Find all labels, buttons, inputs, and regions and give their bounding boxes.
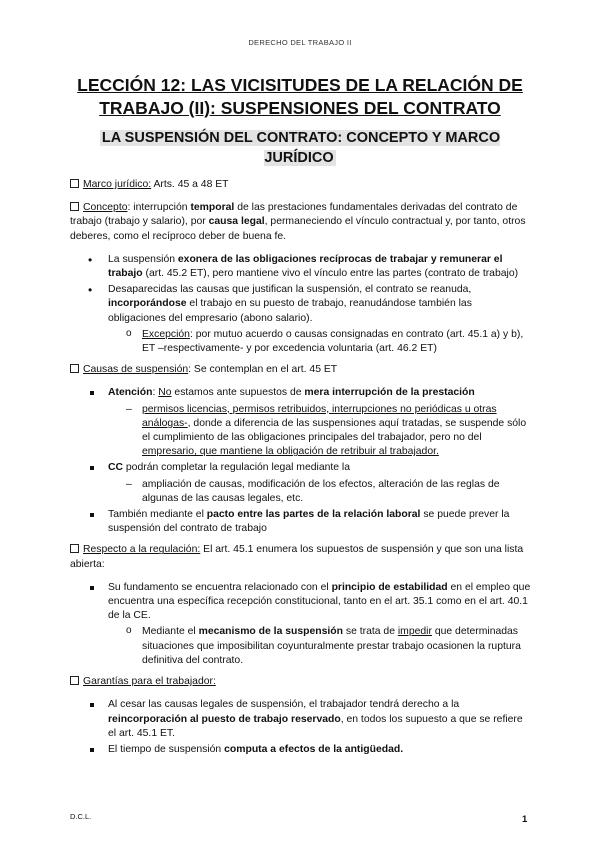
marco-paragraph: Marco jurídico: Arts. 45 a 48 ET bbox=[70, 178, 532, 192]
regulacion-list bbox=[70, 581, 532, 668]
list-item: o Mediante el mecanismo de la suspensión se trata de impedir que determinadas situaciones que imposibilitan coyunturalmente prestar trabajo ocasionen la ruptura definitiva del contrato. bbox=[126, 625, 532, 668]
garantias-paragraph: Garantías para el trabajador: bbox=[70, 675, 532, 689]
footer-initials: D.C.L. bbox=[70, 812, 92, 821]
list-item: Al cesar las causas legales de suspensión, el trabajador tendrá derecho a la reincorporación al puesto de trabajo reservado, en todos los supuesto a que se refiere el art. 45.1 ET. bbox=[88, 698, 532, 741]
document-body bbox=[70, 178, 532, 764]
checkbox-icon bbox=[70, 179, 79, 188]
list-item: También mediante el pacto entre las partes de la relación laboral se puede prever la suspensión del contrato de trabajo bbox=[88, 508, 532, 536]
list-item: Atención: No estamos ante supuestos de mera interrupción de la prestación bbox=[88, 386, 532, 400]
list-item: • Desaparecidas las causas que justifican la suspensión, el contrato se reanuda, incorporándose el trabajo en su puesto de trabajo, reanudándose también las obligaciones del empresario (abono salario). bbox=[88, 283, 532, 326]
list-item: • La suspensión exonera de las obligaciones recíprocas de trabajar y remunerar el trabajo (art. 45.2 ET), pero mantiene vivo el vínculo entre las partes (contrato de trabajo) bbox=[88, 253, 532, 281]
checkbox-icon bbox=[70, 544, 79, 553]
list-item: CC podrán completar la regulación legal mediante la bbox=[88, 461, 532, 475]
running-header: DERECHO DEL TRABAJO II bbox=[248, 38, 352, 47]
lesson-title: LECCIÓN 12: LAS VICISITUDES DE LA RELACIÓN DE TRABAJO (II): SUSPENSIONES DEL CONTRATO bbox=[77, 75, 523, 118]
list-item: – permisos licencias, permisos retribuidos, interrupciones no periódicas u otras análogas-, donde a diferencia de las suspensiones aquí tratadas, se suspende sólo el cumplimiento de las obligaciones principales del trabajador, pero no del empresario, que mantiene la obligación de retribuir al trabajador. bbox=[126, 403, 532, 460]
checkbox-icon bbox=[70, 364, 79, 373]
page-number: 1 bbox=[522, 814, 528, 825]
list-item: El tiempo de suspensión computa a efectos de la antigüedad. bbox=[88, 743, 532, 757]
section-title bbox=[75, 128, 525, 168]
garantias-list bbox=[70, 698, 532, 757]
concepto-paragraph: Concepto: interrupción temporal de las prestaciones fundamentales derivadas del contrato de trabajo (trabajo y salario), por causa legal, permaneciendo el vínculo contractual y, por tanto, otros deberes, como el recíproco deber de buena fe. bbox=[70, 202, 526, 242]
concepto-list bbox=[70, 253, 532, 356]
checkbox-icon bbox=[70, 202, 79, 211]
causas-list bbox=[70, 386, 532, 536]
section-title-text: LA SUSPENSIÓN DEL CONTRATO: CONCEPTO Y MARCO JURÍDICO bbox=[101, 130, 501, 166]
list-item: o Excepción: por mutuo acuerdo o causas consignadas en contrato (art. 45.1 a) y b), ET –respectivamente- y por excedencia voluntaria (art. 46.2 ET) bbox=[126, 328, 532, 356]
list-item: – ampliación de causas, modificación de los efectos, alteración de las reglas de algunas de las causas legales, etc. bbox=[126, 478, 532, 506]
list-item: Su fundamento se encuentra relacionado con el principio de estabilidad en el empleo que encuentra una específica recepción constitucional, tanto en el art. 35.1 como en el art. 40.1 de la CE. bbox=[88, 581, 532, 624]
causas-paragraph: Causas de suspensión: Se contemplan en el art. 45 ET bbox=[70, 363, 532, 377]
checkbox-icon bbox=[70, 676, 79, 685]
regulacion-paragraph: Respecto a la regulación: El art. 45.1 enumera los supuestos de suspensión y que son una lista abierta: bbox=[70, 544, 524, 570]
